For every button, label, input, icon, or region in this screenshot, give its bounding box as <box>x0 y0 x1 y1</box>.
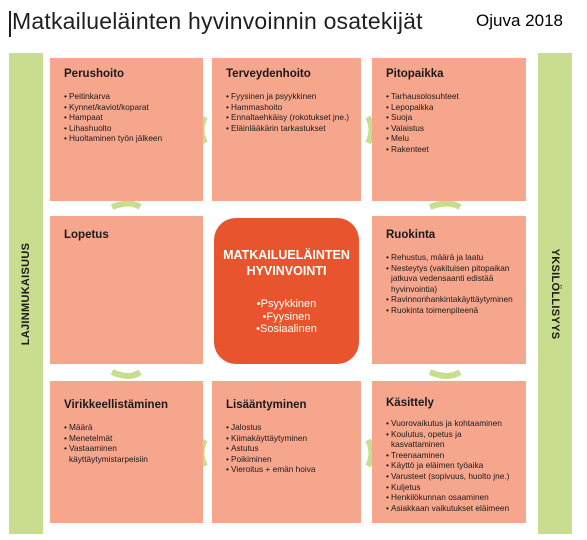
list-item: • Koulutus, opetus ja kasvattaminen <box>386 429 516 450</box>
list-item: • Treenaaminen <box>386 450 516 461</box>
box-title: Käsittely <box>386 397 434 409</box>
box-list <box>226 91 351 133</box>
center-hub <box>214 218 359 364</box>
list-item: • Hammashoito <box>226 102 351 113</box>
list-item: • Rehustus, määrä ja laatu <box>386 252 516 263</box>
box-lopetus <box>50 216 203 364</box>
box-list <box>226 422 351 475</box>
list-item: • Ruokinta toimenpiteenä <box>386 305 516 316</box>
list-item: • Lepopaikka <box>386 102 516 113</box>
box-title: Pitopaikka <box>386 68 444 80</box>
list-item: • Ennaltaehkäisy (rokotukset jne.) <box>226 112 351 123</box>
list-item: • Fyysinen <box>214 311 359 324</box>
list-item: • Ravinnonhankintakäyttäytyminen <box>386 294 516 305</box>
connector-arc <box>368 440 372 466</box>
list-item: • Suoja <box>386 112 516 123</box>
box-title: Perushoito <box>64 68 125 80</box>
list-item: • Vastaaminen käyttäytymistarpeisiin <box>64 443 193 464</box>
list-item: • Kuljetus <box>386 482 516 493</box>
list-item: • Asiakkaan vaikutukset eläimeen <box>386 503 516 514</box>
list-item: • Melu <box>386 133 516 144</box>
list-item: • Vieroitus + emän hoiva <box>226 464 351 475</box>
list-item: • Psyykkinen <box>214 298 359 311</box>
box-list <box>386 252 516 316</box>
box-list <box>386 91 516 155</box>
list-item: • Rakenteet <box>386 144 516 155</box>
list-item: • Kiimakäyttäytyminen <box>226 433 351 444</box>
list-item: • Jalostus <box>226 422 351 433</box>
list-item: • Lihashuolto <box>64 123 193 134</box>
connector-arc <box>368 117 372 143</box>
source-label: Ojuva 2018 <box>476 11 563 30</box>
list-item: • Peitinkarva <box>64 91 193 102</box>
list-item: • Huoltaminen työn jälkeen <box>64 133 193 144</box>
list-item: • Käyttö ja eläimen työaika <box>386 460 516 471</box>
list-item: • Nesteytys (vakituisen pitopaikan jatkuva vedensaanti edistää hyvinvointia) <box>386 263 516 295</box>
list-item: • Kynnet/kaviot/koparat <box>64 102 193 113</box>
center-title-line2: HYVINVOINTI <box>246 264 327 278</box>
list-item: • Henkilökunnan osaaminen <box>386 492 516 503</box>
list-item: • Fyysinen ja psyykkinen <box>226 91 351 102</box>
box-virikkeellistaminen <box>50 381 203 523</box>
connector-arc <box>112 204 140 208</box>
box-kasittely <box>372 381 526 523</box>
box-perushoito <box>50 58 203 201</box>
list-item: • Poikiminen <box>226 454 351 465</box>
list-item: • Vuorovaikutus ja kohtaaminen <box>386 418 516 429</box>
box-lisaantyminen <box>212 381 361 523</box>
box-title: Lisääntyminen <box>226 399 307 411</box>
box-title: Ruokinta <box>386 229 436 241</box>
box-title: Lopetus <box>64 229 109 241</box>
list-item: • Valaistus <box>386 123 516 134</box>
box-title: Terveydenhoito <box>226 68 311 80</box>
side-label-left: LAJINMUKAISUUS <box>20 242 32 345</box>
box-ruokinta <box>372 216 526 364</box>
box-terveydenhoito <box>212 58 361 201</box>
box-title: Virikkeellistäminen <box>64 399 168 411</box>
box-list <box>64 91 193 144</box>
list-item: • Määrä <box>64 422 193 433</box>
connector-arc <box>430 204 460 208</box>
center-title-line1: MATKAILUELÄINTEN <box>223 248 350 262</box>
list-item: • Tarhausolosuhteet <box>386 91 516 102</box>
list-item: • Varusteet (sopivuus, huolto jne.) <box>386 471 516 482</box>
box-list <box>64 422 193 464</box>
list-item: • Menetelmät <box>64 433 193 444</box>
list-item: • Hampaat <box>64 112 193 123</box>
side-label-right: YKSILÖLLISYYS <box>549 248 561 339</box>
list-item: • Astutus <box>226 443 351 454</box>
box-list <box>386 418 516 513</box>
connector-arc <box>430 372 460 376</box>
list-item: • Sosiaalinen <box>214 323 359 336</box>
page-title: Matkailueläinten hyvinvoinnin osatekijät <box>12 8 423 34</box>
list-item: • Eläinlääkärin tarkastukset <box>226 123 351 134</box>
center-list <box>214 298 359 336</box>
box-pitopaikka <box>372 58 526 201</box>
connector-arc <box>112 372 140 376</box>
